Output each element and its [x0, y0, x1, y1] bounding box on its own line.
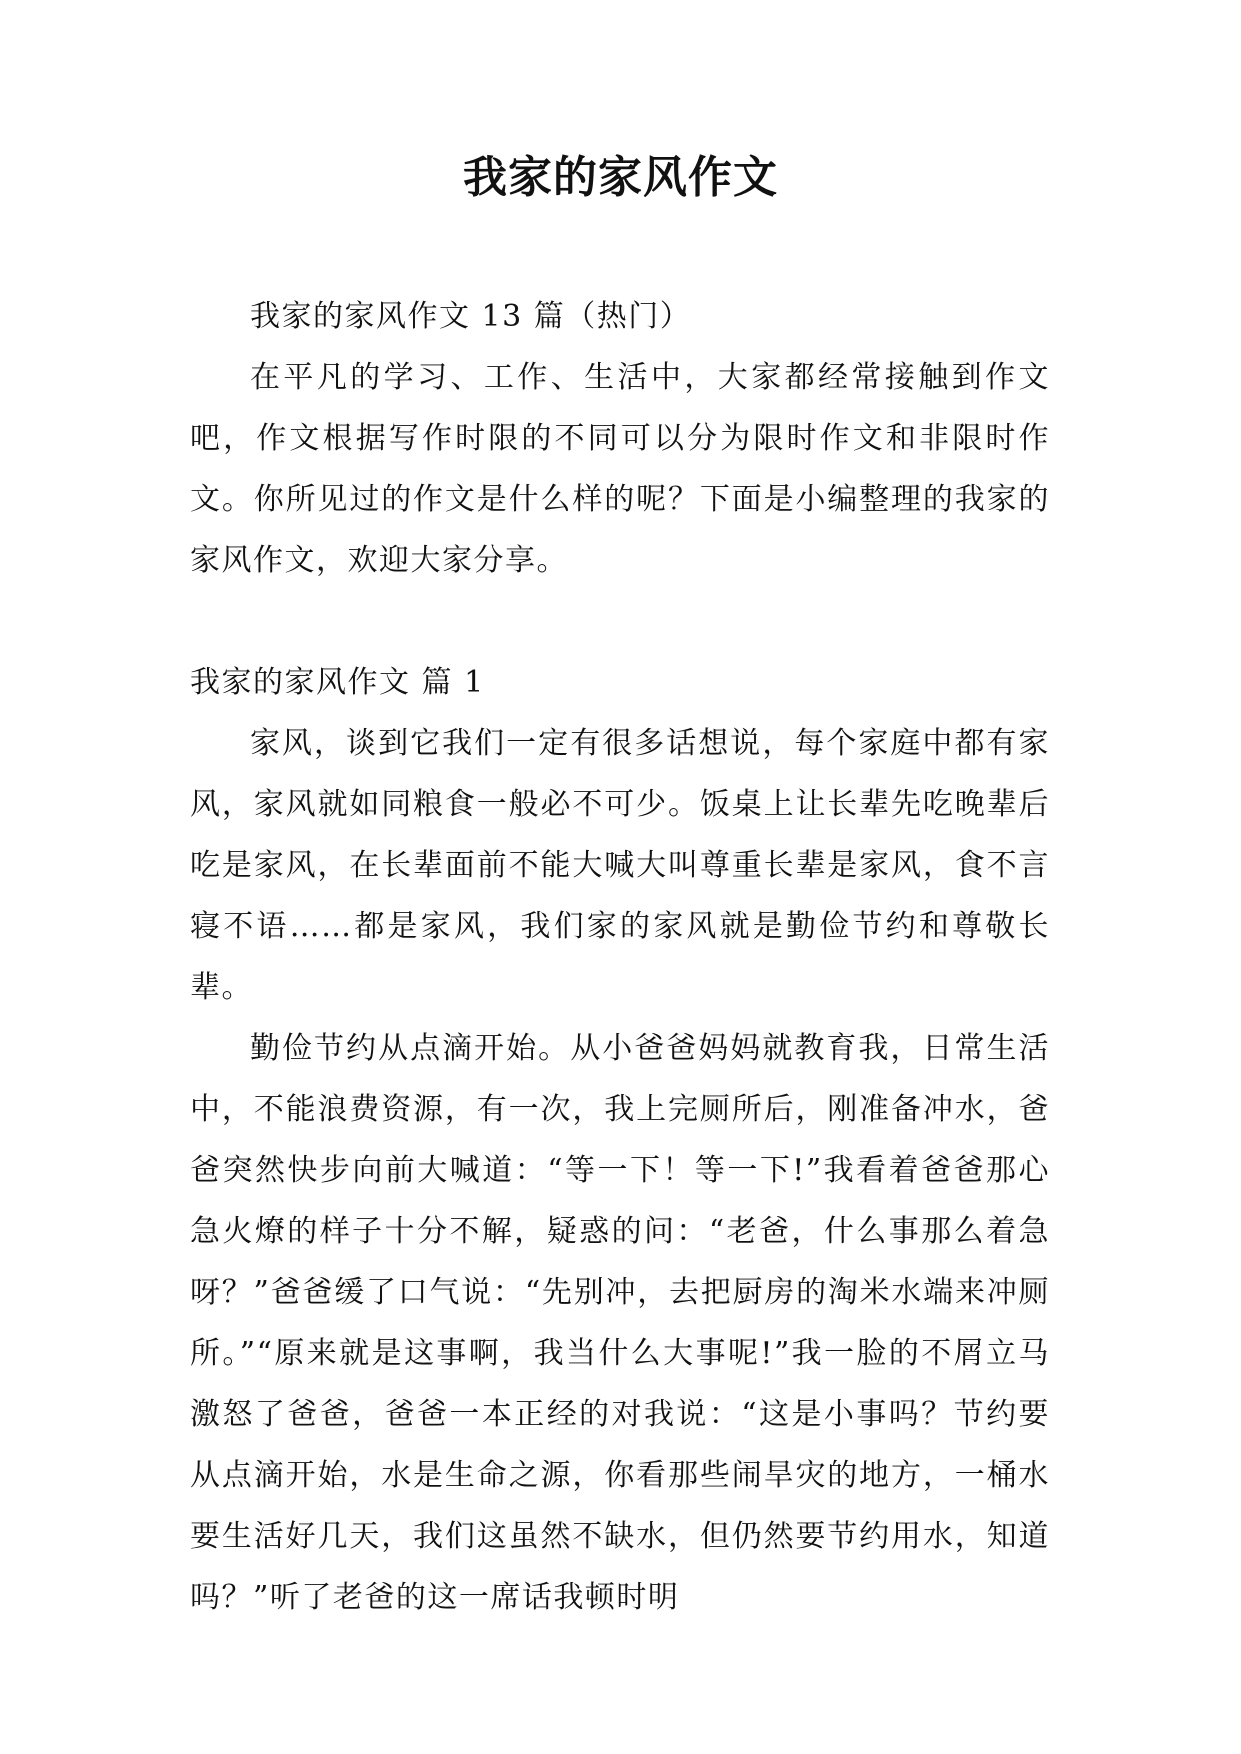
- document-title: 我家的家风作文: [463, 152, 778, 203]
- intro-paragraph: 在平凡的学习、工作、生活中，大家都经常接触到作文吧，作文根据写作时限的不同可以分为限时作文和非限时作文。你所见过的作文是什么样的呢？下面是小编整理的我家的家风作文，欢迎大家分享。: [190, 360, 1050, 578]
- section-heading: 我家的家风作文 篇 1: [190, 665, 485, 700]
- body-paragraph: 家风，谈到它我们一定有很多话想说，每个家庭中都有家风，家风就如同粮食一般必不可少。饭桌上让长辈先吃晚辈后吃是家风，在长辈面前不能大喊大叫尊重长辈是家风，食不言寝不语……都是家风，我们家的家风就是勤俭节约和尊敬长辈。: [190, 726, 1050, 1005]
- body-paragraph: 勤俭节约从点滴开始。从小爸爸妈妈就教育我，日常生活中，不能浪费资源，有一次，我上完厕所后，刚准备冲水，爸爸突然快步向前大喊道：“等一下！等一下!”我看着爸爸那心急火燎的样子十分不解，疑惑的问：“老爸，什么事那么着急呀？”爸爸缓了口气说：“先别冲，去把厨房的淘米水端来冲厕所。”“原来就是这事啊，我当什么大事呢!”我一脸的不屑立马激怒了爸爸，爸爸一本正经的对我说：“这是小事吗？节约要从点滴开始，水是生命之源，你看那些闹旱灾的地方，一桶水要生活好几天，我们这虽然不缺水，但仍然要节约用水，知道吗？”听了老爸的这一席话我顿时明: [190, 1031, 1050, 1615]
- document-body: [190, 286, 1050, 1628]
- subtitle-paragraph: 我家的家风作文 13 篇（热门）: [250, 299, 692, 334]
- spacer: [190, 591, 1050, 652]
